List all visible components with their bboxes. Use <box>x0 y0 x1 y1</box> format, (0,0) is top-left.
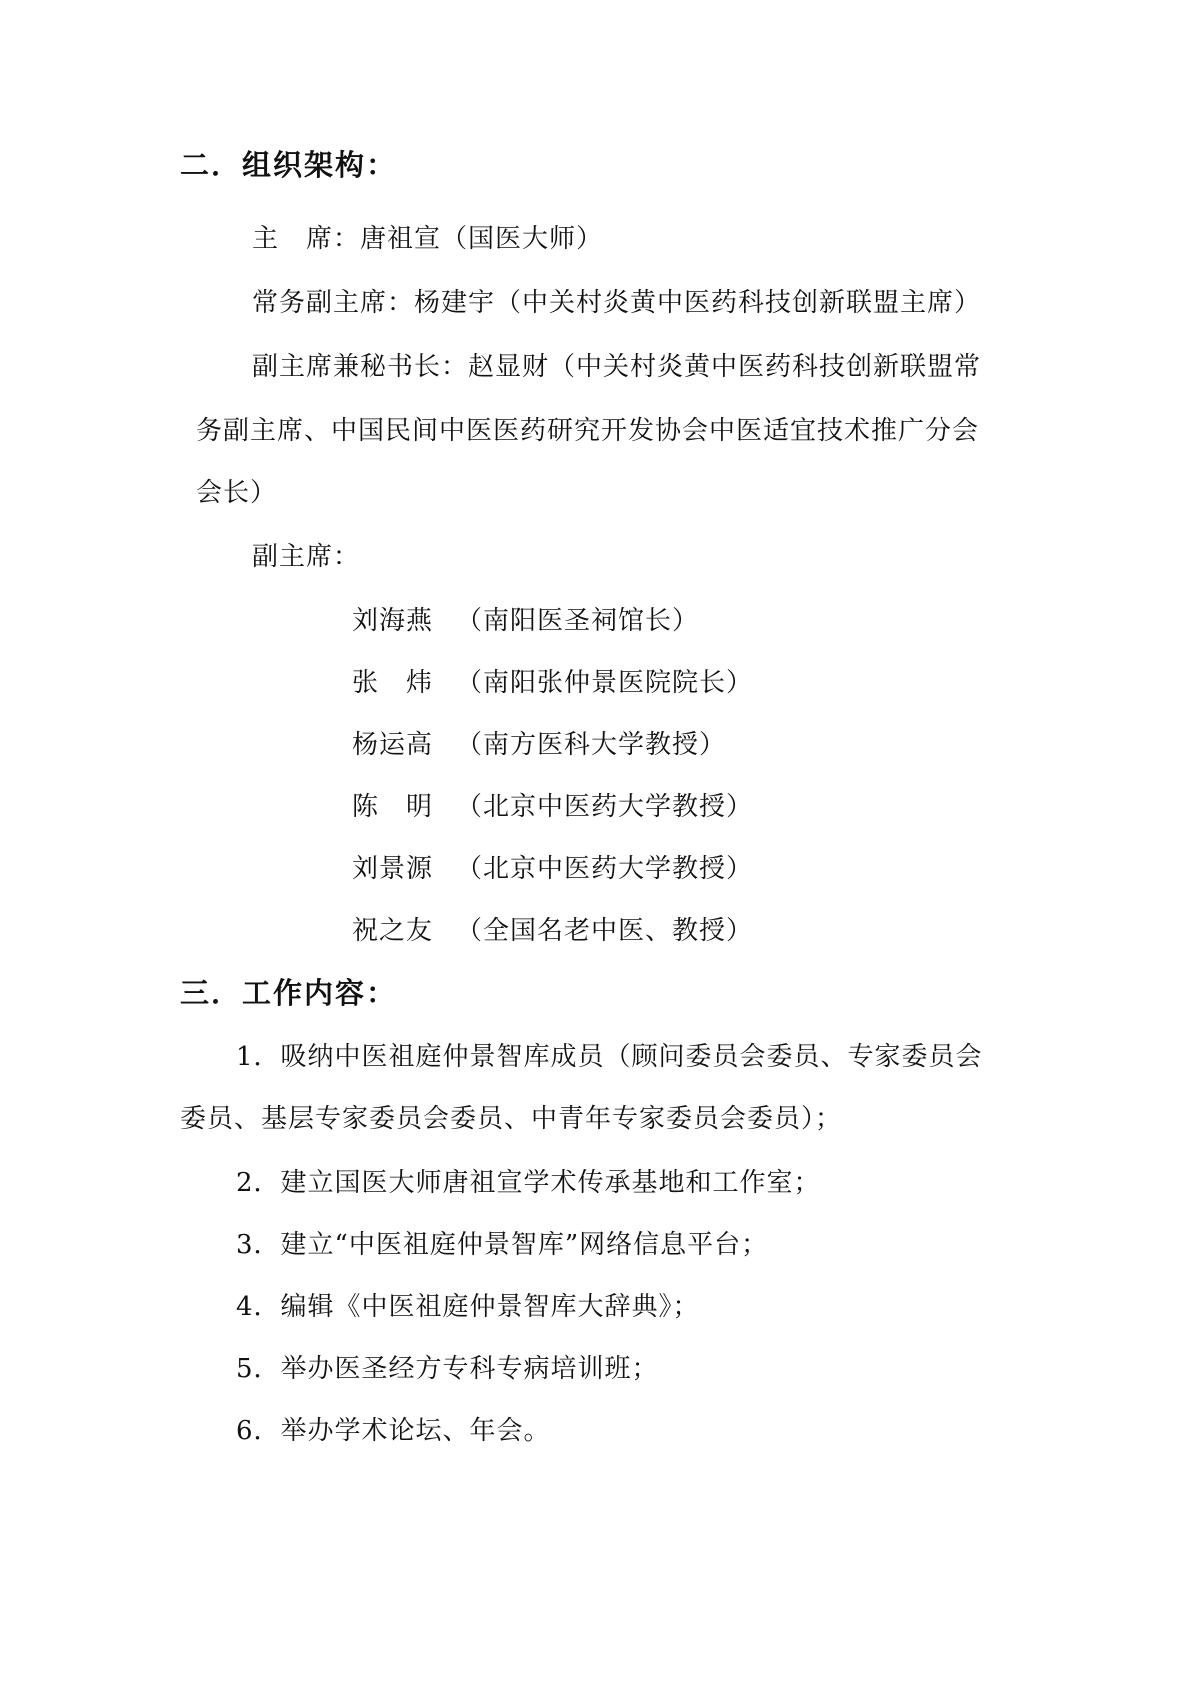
vice-chair-desc: （南阳医圣祠馆长） <box>456 606 700 636</box>
vice-chair-item <box>352 914 753 948</box>
vice-secretary-line-3: 会长） <box>196 478 278 508</box>
vice-chair-name: 刘景源 <box>352 854 434 884</box>
section-heading-work-content: 三．工作内容： <box>180 976 398 1010</box>
work-item-number: 6． <box>236 1416 281 1446</box>
vice-chair-item <box>352 852 753 886</box>
chairman-label: 主 席： <box>252 224 361 254</box>
work-item-number: 5． <box>236 1354 281 1384</box>
vice-chair-name: 张 炜 <box>352 668 434 698</box>
vice-chairs-label: 副主席： <box>252 542 361 572</box>
work-item-number: 1． <box>236 1042 281 1072</box>
vice-chair-name: 刘海燕 <box>352 606 434 636</box>
vice-chair-desc: （南阳张仲景医院院长） <box>456 668 754 698</box>
work-item-line <box>236 1040 983 1074</box>
vice-secretary-value-1: 赵显财（中关村炎黄中医药科技创新联盟常 <box>468 352 982 382</box>
work-item-text: 编辑《中医祖庭仲景智库大辞典》； <box>280 1292 700 1322</box>
work-item-number: 2． <box>236 1168 281 1198</box>
vice-chair-desc: （北京中医药大学教授） <box>456 854 754 884</box>
vice-secretary-line-1 <box>252 350 981 384</box>
work-item-text: 建立国医大师唐祖宣学术传承基地和工作室； <box>280 1168 821 1198</box>
work-item-line <box>236 1290 700 1324</box>
work-item-line <box>236 1166 821 1200</box>
work-item-continuation: 委员、基层专家委员会委员、中青年专家委员会委员）； <box>180 1104 843 1134</box>
vice-chair-item <box>352 728 726 762</box>
vice-chair-desc: （北京中医药大学教授） <box>456 792 754 822</box>
chairman-line <box>252 222 603 256</box>
vice-secretary-label: 副主席兼秘书长： <box>252 352 469 382</box>
work-item-line <box>236 1228 768 1262</box>
vice-chair-desc: （全国名老中医、教授） <box>456 916 754 946</box>
exec-vice-chairman-label: 常务副主席： <box>252 288 415 318</box>
work-item-text: 建立“中医祖庭仲景智库”网络信息平台； <box>280 1230 769 1260</box>
work-item-number: 4． <box>236 1292 281 1322</box>
vice-chair-desc: （南方医科大学教授） <box>456 730 727 760</box>
work-item-number: 3． <box>236 1230 281 1260</box>
vice-chair-item <box>352 666 753 700</box>
exec-vice-chairman-line <box>252 286 981 320</box>
chairman-value: 唐祖宣（国医大师） <box>360 224 604 254</box>
vice-secretary-line-2: 务副主席、中国民间中医医药研究开发协会中医适宜技术推广分会 <box>196 416 980 446</box>
vice-chair-item <box>352 604 699 638</box>
exec-vice-chairman-value: 杨建宇（中关村炎黄中医药科技创新联盟主席） <box>414 288 982 318</box>
vice-chair-name: 陈 明 <box>352 792 434 822</box>
section-heading-organization: 二．组织架构： <box>180 148 398 182</box>
vice-chair-name: 祝之友 <box>352 916 434 946</box>
work-item-line <box>236 1414 551 1448</box>
work-item-text: 举办学术论坛、年会。 <box>280 1416 551 1446</box>
work-item-text: 吸纳中医祖庭仲景智库成员（顾问委员会委员、专家委员会 <box>280 1042 983 1072</box>
work-item-line <box>236 1352 659 1386</box>
vice-chair-name: 杨运高 <box>352 730 434 760</box>
vice-chair-item <box>352 790 753 824</box>
work-item-text: 举办医圣经方专科专病培训班； <box>280 1354 659 1384</box>
